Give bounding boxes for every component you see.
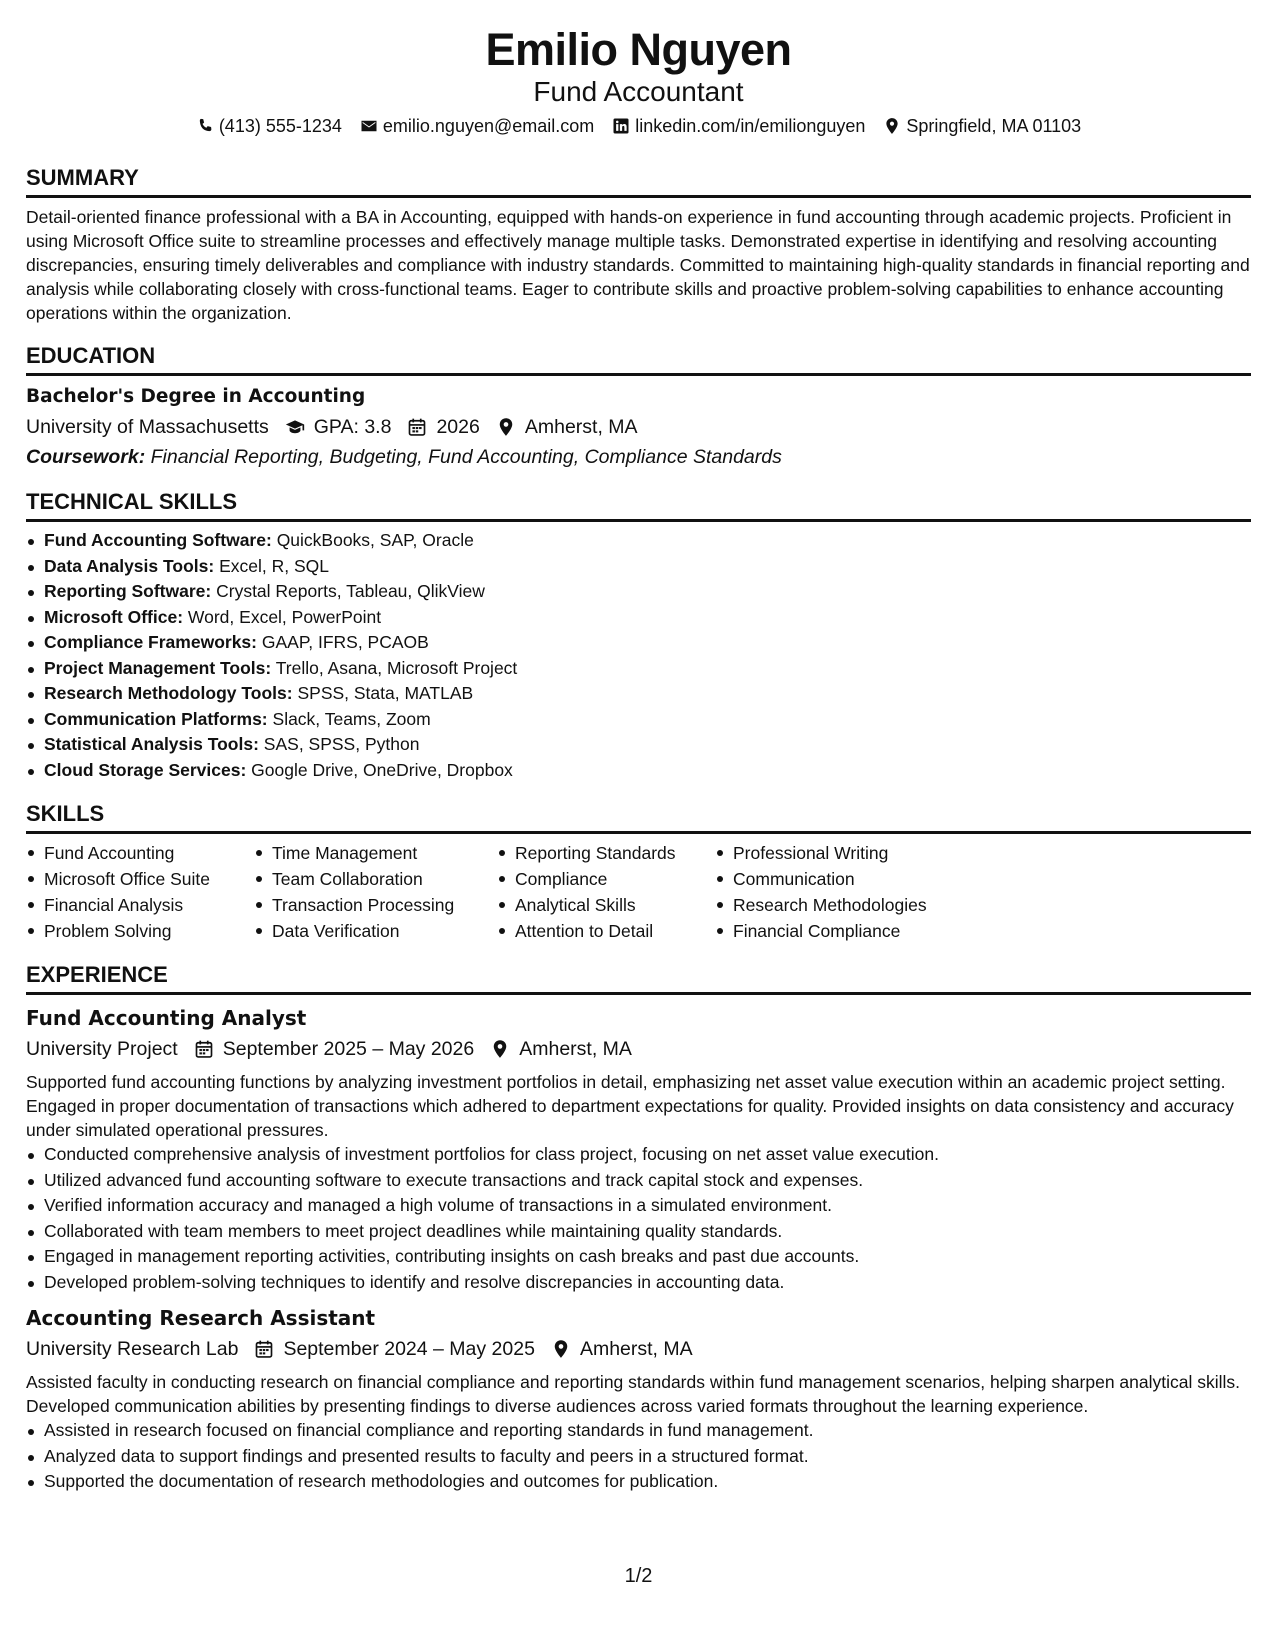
list-item: Team Collaboration [272,866,497,892]
list-item: Professional Writing [733,840,993,866]
grad-year-text: 2026 [436,416,480,438]
list-item: Communication [733,866,993,892]
skill-label: Reporting Software: [44,581,212,601]
job-location-text: Amherst, MA [579,1338,693,1360]
list-item: Financial Compliance [733,918,993,944]
list-item: Analytical Skills [515,892,715,918]
linkedin-icon [612,117,630,135]
contact-linkedin[interactable] [612,113,865,139]
list-item: Problem Solving [44,918,254,944]
list-item: Assisted in research focused on financial compliance and reporting standards in fund management. [44,1418,1251,1444]
list-item: Developed problem-solving techniques to identify and resolve discrepancies in accounting data. [44,1270,1251,1296]
map-pin-icon [551,1339,571,1359]
list-item [44,758,1251,784]
job-summary: Assisted faculty in conducting research on financial compliance and reporting standards within fund management scenarios, helping sharpen analytical skills. Developed communication abilities by presenting findings to diverse audiences across varied formats throughout the learning experience. [26,1372,1241,1416]
list-item [44,732,1251,758]
skills-column [26,840,254,944]
job-org [26,1035,178,1063]
list-item: Compliance [515,866,715,892]
calendar-icon [194,1039,214,1059]
job-summary: Supported fund accounting functions by analyzing investment portfolios in detail, emphasizing net asset value execution within an academic project setting. Engaged in proper documentation of transactions which adhered to department expectations for quality. Provided insights on data consistency and accuracy under simulated operational pressures. [26,1072,1234,1140]
skill-label: Fund Accounting Software: [44,530,272,550]
skill-value: Slack, Teams, Zoom [272,708,431,729]
calendar-icon [407,417,427,437]
coursework-text: Financial Reporting, Budgeting, Fund Accounting, Compliance Standards [150,446,782,468]
map-pin-icon [496,417,516,437]
technical-skills-list [26,528,1251,783]
job-title: Fund Accounting Analyst [26,1006,307,1030]
job-bullets [26,1142,1251,1295]
job-dates-text: September 2024 – May 2025 [283,1338,535,1360]
skills-column [497,840,715,944]
list-item: Reporting Standards [515,840,715,866]
skill-value: SAS, SPSS, Python [263,734,420,754]
list-item: Engaged in management reporting activities, contributing insights on cash breaks and past due accounts. [44,1244,1251,1270]
list-item [44,707,1251,733]
job-meta [26,1335,1251,1363]
skill-label: Microsoft Office: [44,606,184,627]
list-item: Attention to Detail [515,918,715,944]
skill-label: Data Analysis Tools: [44,555,215,576]
job-dates [194,1035,475,1063]
skills-column [715,840,993,944]
list-item [44,630,1251,656]
envelope-icon [360,117,378,135]
skill-label: Project Management Tools: [44,657,272,678]
degree-title: Bachelor's Degree in Accounting [26,386,366,407]
map-pin-icon [883,117,901,135]
skill-value: Crystal Reports, Tableau, QlikView [216,581,485,601]
skill-value: Excel, R, SQL [219,555,329,576]
gpa-item [285,413,392,441]
skill-value: Google Drive, OneDrive, Dropbox [251,759,513,780]
list-item [44,554,1251,580]
page-number: 1/2 [624,1565,653,1587]
job-location-text: Amherst, MA [519,1038,632,1060]
skill-value: Word, Excel, PowerPoint [187,606,382,627]
candidate-title: Fund Accountant [533,76,744,107]
school-location-item [496,413,638,441]
job-meta [26,1035,1251,1063]
summary-heading: SUMMARY [26,165,1251,198]
job-location [490,1035,632,1063]
skills-heading: SKILLS [26,801,1251,834]
list-item: Conducted comprehensive analysis of investment portfolios for class project, focusing on net asset value execution. [44,1142,1251,1168]
job-dates [254,1335,535,1363]
list-item: Microsoft Office Suite [44,866,254,892]
summary-text: Detail-oriented finance professional with a BA in Accounting, equipped with hands-on experience in fund accounting through academic projects. Proficient in using Microsoft Office suite to streamline processes and effectively manage multiple tasks. Demonstrated expertise in identifying and resolving accounting discrepancies, ensuring timely deliverables and compliance with industry standards. Committed to maintaining high-quality standards in financial reporting and analysis while collaborating closely with cross-functional teams. Eager to contribute skills and proactive problem-solving capabilities to enhance accounting operations within the organization. [26,207,1250,323]
school-location-text: Amherst, MA [524,416,638,438]
graduation-cap-icon [285,417,305,437]
contact-phone[interactable] [196,113,342,139]
phone-icon [196,117,214,135]
grad-year-item [407,413,479,441]
skill-value: GAAP, IFRS, PCAOB [261,632,429,652]
skill-label: Cloud Storage Services: [44,759,247,780]
contact-bar [26,113,1251,139]
skill-value: SPSS, Stata, MATLAB [297,683,474,703]
job-bullets [26,1418,1251,1495]
skill-label: Statistical Analysis Tools: [44,734,259,754]
resume-page [26,0,1251,1650]
list-item: Utilized advanced fund accounting software to execute transactions and track capital stock and expenses. [44,1168,1251,1194]
phone-text: (413) 555-1234 [218,116,342,136]
job-entry [26,1004,1251,1295]
school-name [26,413,269,441]
list-item: Time Management [272,840,497,866]
list-item: Transaction Processing [272,892,497,918]
list-item: Verified information accuracy and managed a high volume of transactions in a simulated environment. [44,1193,1251,1219]
skill-label: Research Methodology Tools: [44,683,293,703]
location-text: Springfield, MA 01103 [906,116,1082,136]
education-meta [26,413,1251,441]
map-pin-icon [490,1039,510,1059]
job-org-text: University Research Lab [26,1338,239,1360]
job-location [551,1335,693,1363]
email-text: emilio.nguyen@email.com [382,116,595,136]
list-item: Research Methodologies [733,892,993,918]
job-title: Accounting Research Assistant [26,1306,376,1330]
skills-column [254,840,497,944]
skill-value: QuickBooks, SAP, Oracle [276,530,474,550]
list-item [44,579,1251,605]
list-item: Financial Analysis [44,892,254,918]
coursework-label: Coursework: [26,446,146,468]
calendar-icon [254,1339,274,1359]
list-item [44,605,1251,631]
skill-value: Trello, Asana, Microsoft Project [275,657,518,678]
technical-skills-heading: TECHNICAL SKILLS [26,489,1251,522]
education-heading: EDUCATION [26,343,1251,376]
list-item [44,656,1251,682]
job-entry [26,1304,1251,1495]
list-item: Fund Accounting [44,840,254,866]
job-org [26,1335,238,1363]
list-item: Analyzed data to support findings and presented results to faculty and peers in a structured format. [44,1444,1251,1470]
contact-location [883,113,1081,139]
experience-heading: EXPERIENCE [26,962,1251,995]
skill-label: Compliance Frameworks: [44,632,257,652]
gpa-text: GPA: 3.8 [313,416,392,438]
job-dates-text: September 2025 – May 2026 [222,1038,475,1060]
list-item: Supported the documentation of research methodologies and outcomes for publication. [44,1469,1251,1495]
list-item [44,681,1251,707]
candidate-name: Emilio Nguyen [485,24,792,75]
contact-email[interactable] [360,113,594,139]
coursework-line [26,443,1251,471]
school-text: University of Massachusetts [26,416,269,438]
list-item [44,528,1251,554]
skills-grid [26,840,1251,944]
linkedin-text: linkedin.com/in/emilionguyen [635,116,866,136]
list-item: Data Verification [272,918,497,944]
job-org-text: University Project [26,1038,178,1060]
list-item: Collaborated with team members to meet project deadlines while maintaining quality standards. [44,1219,1251,1245]
skill-label: Communication Platforms: [44,708,268,729]
